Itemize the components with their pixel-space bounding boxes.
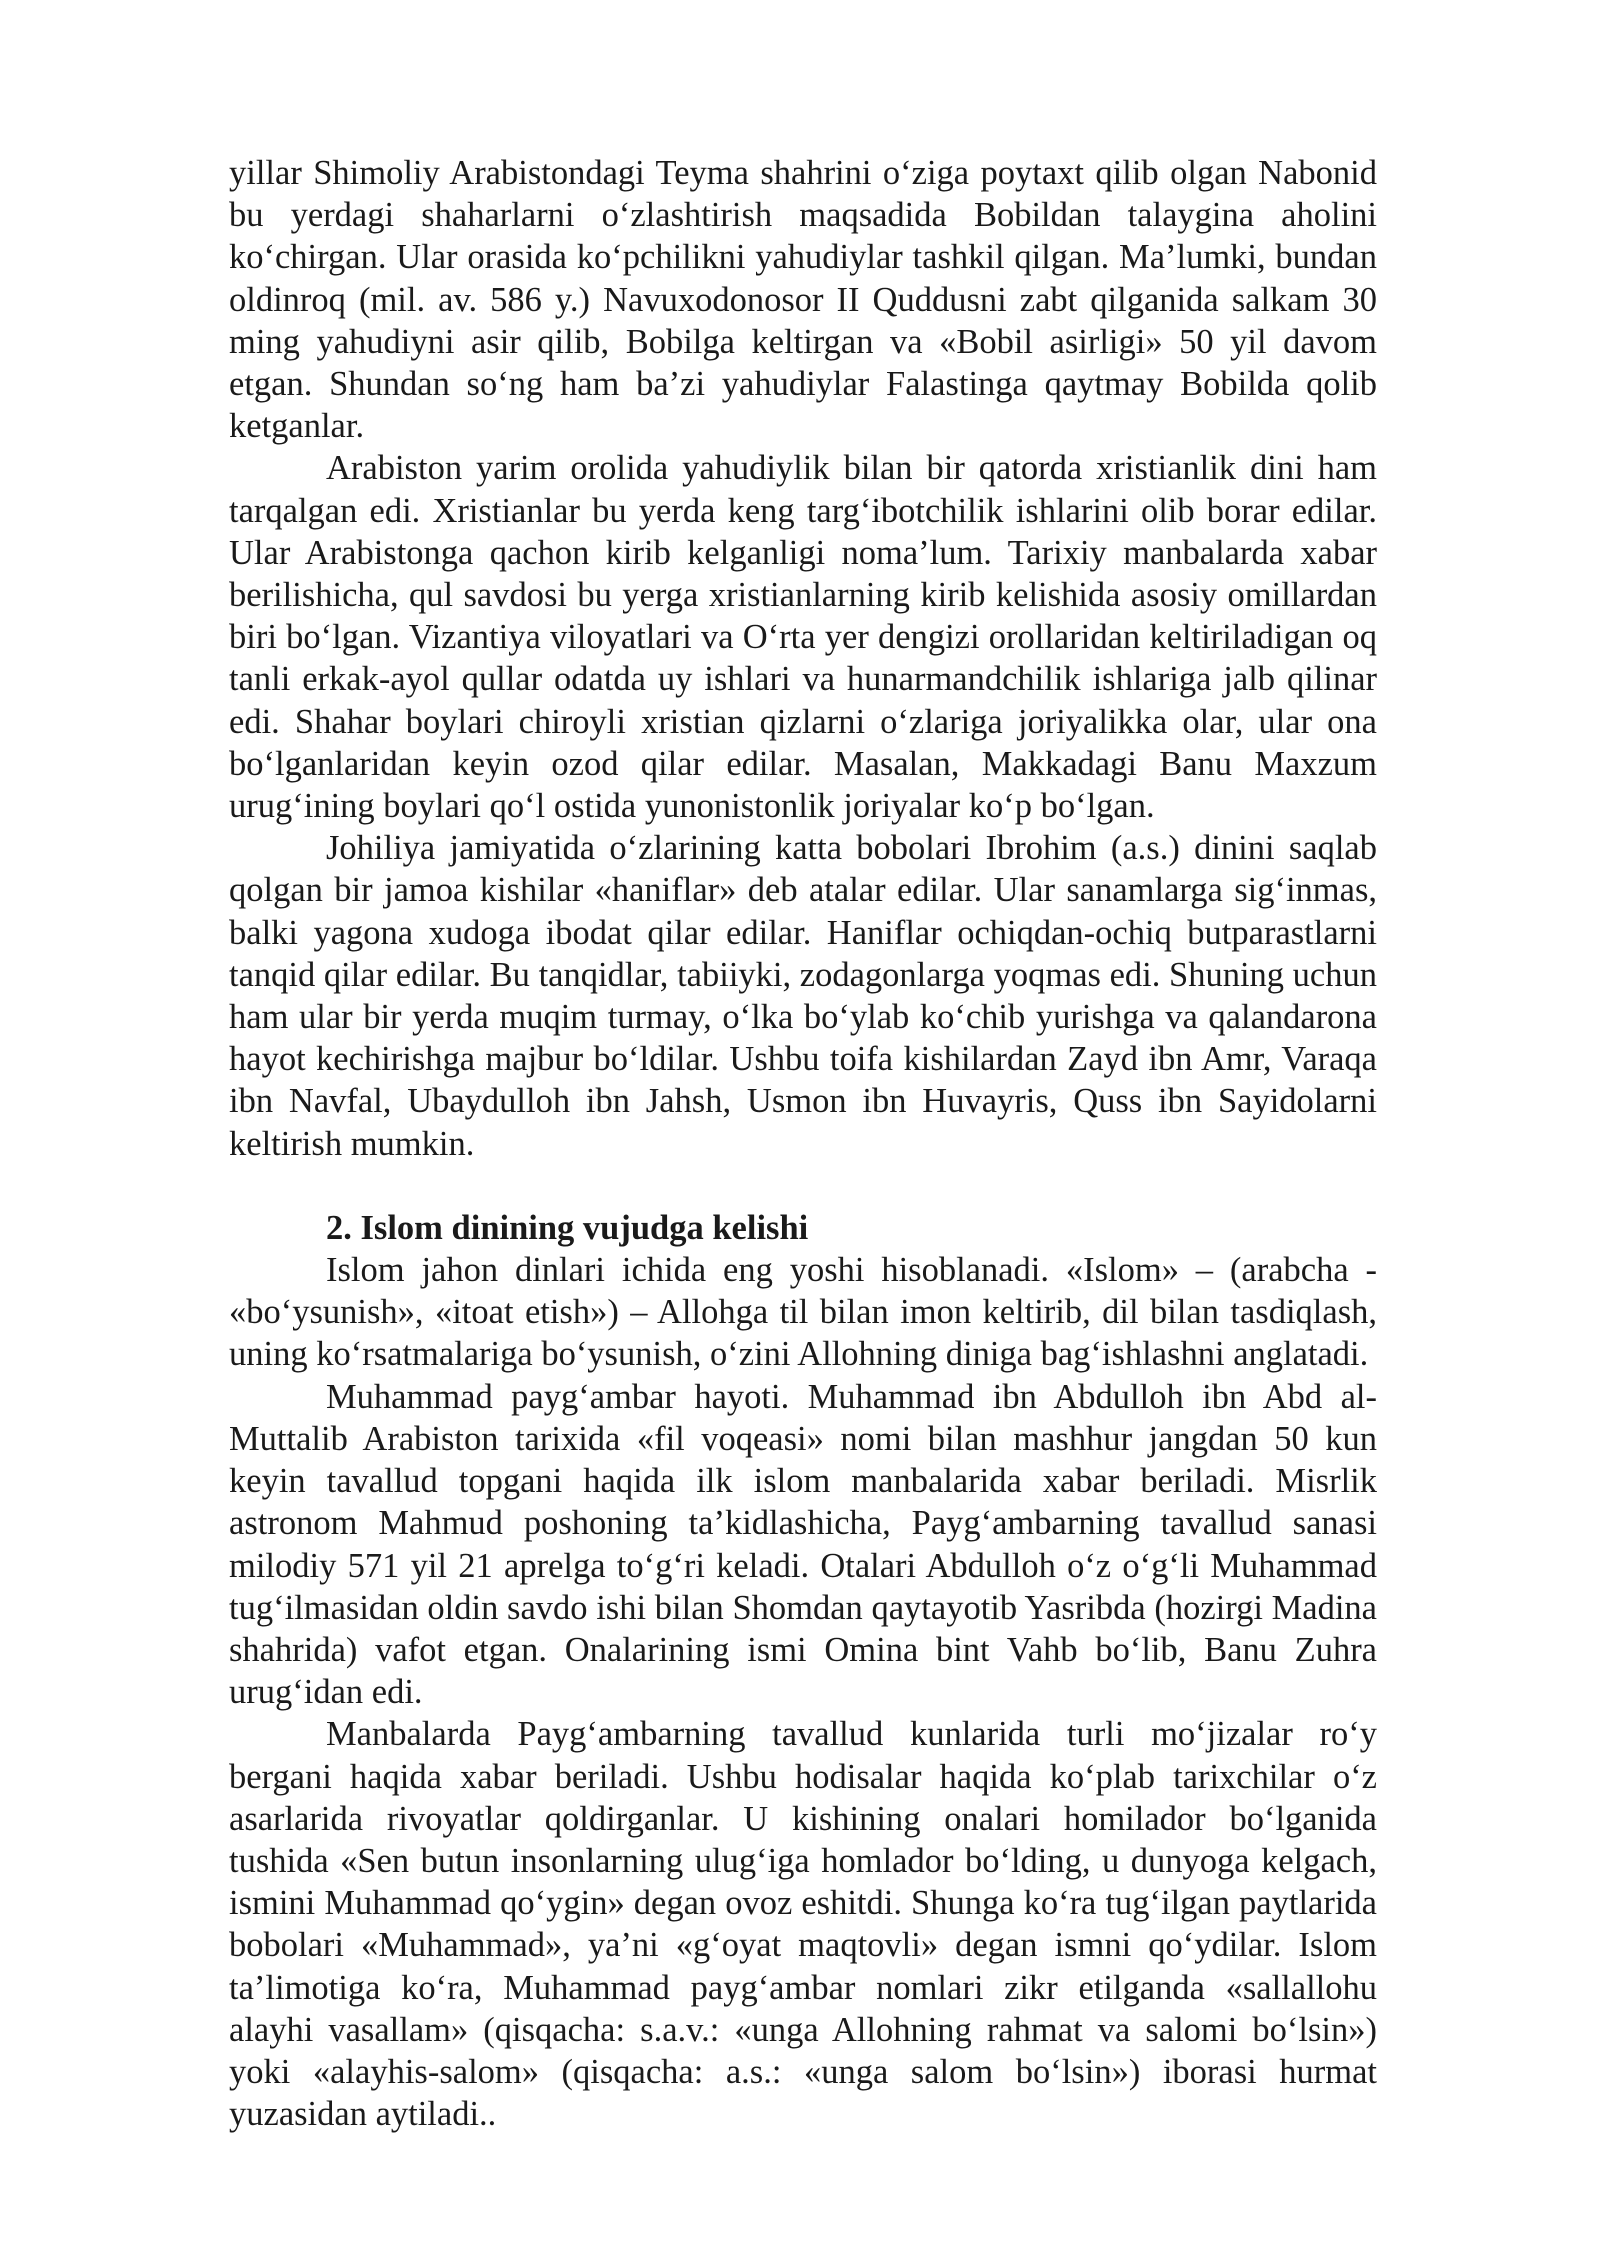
paragraph-hanifs: Johiliya jamiyatida o‘zlarining katta bobolari Ibrohim (a.s.) dinini saqlab qolgan bir jamoa kishilar «haniflar» deb atalar edilar. Ular sanamlarga sig‘inmas, balki yagona xudoga ibodat qilar edilar. Haniflar ochiqdan-ochiq butparastlarni tanqid qilar edilar. Bu tanqidlar, tabiiyki, zodagonlarga yoqmas edi. Shuning uchun ham ular bir yerda muqim turmay, o‘lka bo‘ylab ko‘chib yurishga va qalandarona hayot kechirishga majbur bo‘ldilar. Ushbu toifa kishilardan Zayd ibn Amr, Varaqa ibn Navfal, Ubaydulloh ibn Jahsh, Usmon ibn Huvayris, Quss ibn Sayidolarni keltirish mumkin. [229, 829, 1377, 1163]
paragraph-miracles: Manbalarda Payg‘ambarning tavallud kunlarida turli mo‘jizalar ro‘y bergani haqida xabar beriladi. Ushbu hodisalar haqida ko‘plab tarixchilar o‘z asarlarida rivoyatlar qoldirganlar. U kishining onalari homilador bo‘lganida tushida «Sen butun insonlarning ulug‘iga homlador bo‘lding, u dunyoga kelgach, ismini Muhammad qo‘ygin» degan ovoz eshitdi. Shunga ko‘ra tug‘ilgan paytlarida bobolari «Muhammad», ya’ni «g‘oyat maqtovli» degan ismni qo‘ydilar. Islom ta’limotiga ko‘ra, Muhammad payg‘ambar nomlari zikr etilganda «sallallohu alayhi vasallam» (qisqacha: s.a.v.: «unga Allohning rahmat va salomi bo‘lsin») yoki «alayhis-salom» (qisqacha: a.s.: «unga salom bo‘lsin») iborasi hurmat yuzasidan aytiladi.. [229, 1715, 1377, 2134]
paragraph-islam-definition: Islom jahon dinlari ichida eng yoshi hisoblanadi. «Islom» – (arabcha - «bo‘ysunish», «itoat etish») – Allohga til bilan imon keltirib, dil bilan tasdiqlash, uning ko‘rsatmalariga bo‘ysunish, o‘zini Allohning diniga bag‘ishlashni anglatadi. [229, 1251, 1377, 1374]
section-heading: 2. Islom dinining vujudga kelishi [326, 1208, 809, 1247]
section-spacer [229, 1165, 1377, 1207]
paragraph-prophet-life: Muhammad payg‘ambar hayoti. Muhammad ibn Abdulloh ibn Abd al-Muttalib Arabiston tarixida «fil voqeasi» nomi bilan mashhur jangdan 50 kun keyin tavallud topgani haqida ilk islom manbalarida xabar beriladi. Misrlik astronom Mahmud poshoning ta’kidlashicha, Payg‘ambarning tavallud sanasi milodiy 571 yil 21 aprelga to‘g‘ri keladi. Otalari Abdulloh o‘z o‘g‘li Muhammad tug‘ilmasidan oldin savdo ishi bilan Shomdan qaytayotib Yasribda (hozirgi Madina shahrida) vafot etgan. Onalarining ismi Omina bint Vahb bo‘lib, Banu Zuhra urug‘idan edi. [229, 1377, 1377, 1712]
document-page [229, 152, 1377, 2135]
paragraph-continuation: yillar Shimoliy Arabistondagi Teyma shahrini o‘ziga poytaxt qilib olgan Nabonid bu yerdagi shaharlarni o‘zlashtirish maqsadida Bobildan talaygina aholini ko‘chirgan. Ular orasida ko‘pchilikni yahudiylar tashkil qilgan. Ma’lumki, bundan oldinroq (mil. av. 586 y.) Navuxodonosor II Quddusni zabt qilganida salkam 30 ming yahudiyni asir qilib, Bobilga keltirgan va «Bobil asirligi» 50 yil davom etgan. Shundan so‘ng ham ba’zi yahudiylar Falastinga qaytmay Bobilda qolib ketganlar. [229, 154, 1377, 446]
paragraph-christianity: Arabiston yarim orolida yahudiylik bilan bir qatorda xristianlik dini ham tarqalgan edi. Xristianlar bu yerda keng targ‘ibotchilik ishlarini olib borar edilar. Ular Arabistonga qachon kirib kelganligi noma’lum. Tarixiy manbalarda xabar berilishicha, qul savdosi bu yerga xristianlarning kirib kelishida asosiy omillardan biri bo‘lgan. Vizantiya viloyatlari va O‘rta yer dengizi orollaridan keltiriladigan oq tanli erkak-ayol qullar odatda uy ishlari va hunarmandchilik ishlariga jalb qilinar edi. Shahar boylari chiroyli xristian qizlarni o‘zlariga joriyalikka olar, ular ona bo‘lganlaridan keyin ozod qilar edilar. Masalan, Makkadagi Banu Maxzum urug‘ining boylari qo‘l ostida yunonistonlik joriyalar ko‘p bo‘lgan. [229, 449, 1377, 826]
